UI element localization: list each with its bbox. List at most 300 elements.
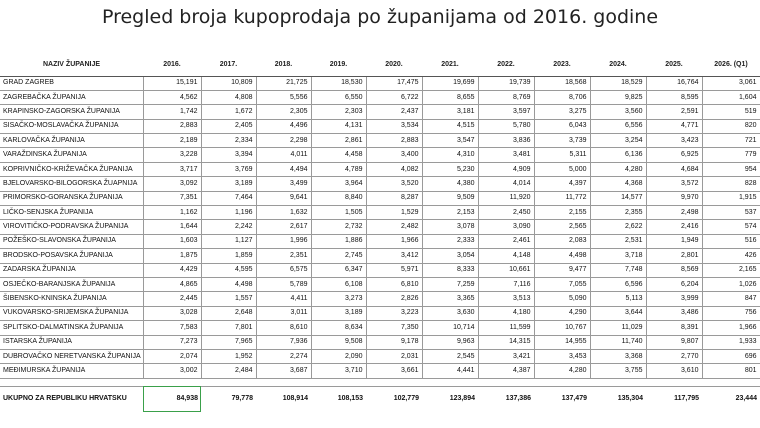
value-cell: 2,165 (702, 263, 760, 277)
value-cell: 6,108 (311, 277, 366, 291)
value-cell: 5,789 (256, 277, 311, 291)
value-cell: 7,936 (256, 335, 311, 349)
total-value-cell: 123,894 (422, 386, 478, 412)
value-cell: 4,458 (311, 148, 366, 162)
value-cell: 3,520 (366, 177, 422, 191)
value-cell: 3,534 (366, 119, 422, 133)
value-cell: 3,547 (422, 134, 478, 148)
value-cell: 2,189 (143, 134, 201, 148)
value-cell: 3,273 (311, 292, 366, 306)
value-cell: 1,966 (366, 234, 422, 248)
value-cell: 4,684 (646, 162, 702, 176)
table-row (0, 76, 760, 90)
value-cell: 14,955 (534, 335, 590, 349)
value-cell: 2,461 (478, 234, 534, 248)
header-year: 2017. (201, 55, 256, 76)
county-name-cell: VARAŽDINSKA ŽUPANIJA (0, 148, 143, 162)
header-county-name: NAZIV ŽUPANIJE (0, 55, 143, 76)
separator-row (0, 378, 760, 386)
value-cell: 3,400 (366, 148, 422, 162)
county-name-cell: LIČKO-SENJSKA ŽUPANIJA (0, 206, 143, 220)
value-cell: 11,599 (478, 321, 534, 335)
value-cell: 3,739 (534, 134, 590, 148)
value-cell: 7,464 (201, 191, 256, 205)
value-cell: 4,387 (478, 364, 534, 378)
value-cell: 2,591 (646, 105, 702, 119)
value-cell: 426 (702, 249, 760, 263)
county-name-cell: MEĐIMURSKA ŽUPANIJA (0, 364, 143, 378)
value-cell: 1,557 (201, 292, 256, 306)
value-cell: 6,596 (590, 277, 646, 291)
value-cell: 2,445 (143, 292, 201, 306)
value-cell: 4,131 (311, 119, 366, 133)
value-cell: 1,162 (143, 206, 201, 220)
value-cell: 1,915 (702, 191, 760, 205)
value-cell: 1,644 (143, 220, 201, 234)
value-cell: 2,031 (366, 349, 422, 363)
table-row (0, 277, 760, 291)
value-cell: 3,630 (422, 306, 478, 320)
value-cell: 5,090 (534, 292, 590, 306)
value-cell: 696 (702, 349, 760, 363)
value-cell: 10,714 (422, 321, 478, 335)
value-cell: 847 (702, 292, 760, 306)
value-cell: 1,127 (201, 234, 256, 248)
value-cell: 5,311 (534, 148, 590, 162)
value-cell: 9,970 (646, 191, 702, 205)
value-cell: 3,481 (478, 148, 534, 162)
value-cell: 3,228 (143, 148, 201, 162)
value-cell: 3,661 (366, 364, 422, 378)
value-cell: 7,965 (201, 335, 256, 349)
value-cell: 3,710 (311, 364, 366, 378)
table-row (0, 134, 760, 148)
value-cell: 2,450 (478, 206, 534, 220)
value-cell: 3,054 (422, 249, 478, 263)
value-cell: 9,825 (590, 90, 646, 104)
separator-cell (478, 378, 534, 386)
table-row (0, 177, 760, 191)
value-cell: 3,644 (590, 306, 646, 320)
value-cell: 18,530 (311, 76, 366, 90)
value-cell: 3,394 (201, 148, 256, 162)
value-cell: 3,078 (422, 220, 478, 234)
value-cell: 3,572 (646, 177, 702, 191)
value-cell: 3,275 (534, 105, 590, 119)
value-cell: 1,952 (201, 349, 256, 363)
value-cell: 2,437 (366, 105, 422, 119)
total-value-cell: 137,386 (478, 386, 534, 412)
value-cell: 2,242 (201, 220, 256, 234)
value-cell: 15,191 (143, 76, 201, 90)
value-cell: 18,529 (590, 76, 646, 90)
value-cell: 4,290 (534, 306, 590, 320)
value-cell: 2,083 (534, 234, 590, 248)
table-row (0, 364, 760, 378)
value-cell: 8,610 (256, 321, 311, 335)
table-row (0, 206, 760, 220)
value-cell: 10,661 (478, 263, 534, 277)
value-cell: 6,043 (534, 119, 590, 133)
value-cell: 3,421 (478, 349, 534, 363)
value-cell: 2,298 (256, 134, 311, 148)
value-cell: 4,280 (534, 364, 590, 378)
value-cell: 3,718 (590, 249, 646, 263)
value-cell: 9,641 (256, 191, 311, 205)
value-cell: 6,556 (590, 119, 646, 133)
value-cell: 16,764 (646, 76, 702, 90)
value-cell: 4,429 (143, 263, 201, 277)
value-cell: 8,634 (311, 321, 366, 335)
value-cell: 7,259 (422, 277, 478, 291)
value-cell: 4,397 (534, 177, 590, 191)
value-cell: 4,180 (478, 306, 534, 320)
value-cell: 4,082 (366, 162, 422, 176)
value-cell: 2,648 (201, 306, 256, 320)
table-row (0, 119, 760, 133)
value-cell: 4,014 (478, 177, 534, 191)
value-cell: 14,315 (478, 335, 534, 349)
value-cell: 3,999 (646, 292, 702, 306)
value-cell: 7,055 (534, 277, 590, 291)
value-cell: 10,809 (201, 76, 256, 90)
value-cell: 2,883 (366, 134, 422, 148)
value-cell: 8,706 (534, 90, 590, 104)
table-row (0, 292, 760, 306)
value-cell: 3,717 (143, 162, 201, 176)
total-value-cell: 137,479 (534, 386, 590, 412)
value-cell: 6,575 (256, 263, 311, 277)
value-cell: 8,287 (366, 191, 422, 205)
separator-cell (256, 378, 311, 386)
value-cell: 2,153 (422, 206, 478, 220)
total-value-cell: 108,914 (256, 386, 311, 412)
value-cell: 519 (702, 105, 760, 119)
value-cell: 4,562 (143, 90, 201, 104)
value-cell: 3,513 (478, 292, 534, 306)
value-cell: 4,494 (256, 162, 311, 176)
value-cell: 1,026 (702, 277, 760, 291)
value-cell: 2,416 (646, 220, 702, 234)
value-cell: 17,475 (366, 76, 422, 90)
total-value-cell: 84,938 (143, 386, 201, 412)
value-cell: 574 (702, 220, 760, 234)
value-cell: 2,155 (534, 206, 590, 220)
table-row (0, 335, 760, 349)
county-name-cell: OSJEČKO-BARANJSKA ŽUPANIJA (0, 277, 143, 291)
value-cell: 4,380 (422, 177, 478, 191)
header-year: 2026. (Q1) (702, 55, 760, 76)
value-cell: 11,920 (478, 191, 534, 205)
value-cell: 3,453 (534, 349, 590, 363)
value-cell: 2,074 (143, 349, 201, 363)
value-cell: 3,090 (478, 220, 534, 234)
total-value-cell: 135,304 (590, 386, 646, 412)
value-cell: 1,886 (311, 234, 366, 248)
separator-cell (422, 378, 478, 386)
value-cell: 4,865 (143, 277, 201, 291)
header-year: 2018. (256, 55, 311, 76)
value-cell: 2,405 (201, 119, 256, 133)
value-cell: 2,303 (311, 105, 366, 119)
value-cell: 4,515 (422, 119, 478, 133)
county-name-cell: VUKOVARSKO-SRIJEMSKA ŽUPANIJA (0, 306, 143, 320)
value-cell: 7,273 (143, 335, 201, 349)
sales-table-container (0, 55, 760, 412)
separator-cell (702, 378, 760, 386)
value-cell: 2,732 (311, 220, 366, 234)
value-cell: 3,412 (366, 249, 422, 263)
value-cell: 3,836 (478, 134, 534, 148)
value-cell: 2,617 (256, 220, 311, 234)
value-cell: 4,148 (478, 249, 534, 263)
value-cell: 5,230 (422, 162, 478, 176)
separator-cell (646, 378, 702, 386)
value-cell: 2,482 (366, 220, 422, 234)
value-cell: 4,411 (256, 292, 311, 306)
value-cell: 1,875 (143, 249, 201, 263)
county-name-cell: SISAČKO-MOSLAVAČKA ŽUPANIJA (0, 119, 143, 133)
total-row (0, 386, 760, 412)
value-cell: 3,755 (590, 364, 646, 378)
value-cell: 3,223 (366, 306, 422, 320)
value-cell: 1,966 (702, 321, 760, 335)
value-cell: 4,280 (590, 162, 646, 176)
value-cell: 8,595 (646, 90, 702, 104)
value-cell: 7,583 (143, 321, 201, 335)
value-cell: 828 (702, 177, 760, 191)
value-cell: 2,484 (201, 364, 256, 378)
county-name-cell: DUBROVAČKO NERETVANSKA ŽUPANIJA (0, 349, 143, 363)
value-cell: 2,883 (143, 119, 201, 133)
table-row (0, 90, 760, 104)
value-cell: 3,092 (143, 177, 201, 191)
value-cell: 8,769 (478, 90, 534, 104)
value-cell: 7,350 (366, 321, 422, 335)
value-cell: 8,655 (422, 90, 478, 104)
value-cell: 6,347 (311, 263, 366, 277)
value-cell: 537 (702, 206, 760, 220)
table-body (0, 76, 760, 412)
value-cell: 11,029 (590, 321, 646, 335)
value-cell: 3,610 (646, 364, 702, 378)
value-cell: 4,909 (478, 162, 534, 176)
value-cell: 4,310 (422, 148, 478, 162)
table-row (0, 234, 760, 248)
value-cell: 4,808 (201, 90, 256, 104)
value-cell: 2,861 (311, 134, 366, 148)
separator-cell (366, 378, 422, 386)
value-cell: 7,351 (143, 191, 201, 205)
value-cell: 1,604 (702, 90, 760, 104)
county-name-cell: ŠIBENSKO-KNINSKA ŽUPANIJA (0, 292, 143, 306)
value-cell: 6,722 (366, 90, 422, 104)
value-cell: 756 (702, 306, 760, 320)
total-value-cell: 79,778 (201, 386, 256, 412)
table-row (0, 105, 760, 119)
total-value-cell: 108,153 (311, 386, 366, 412)
county-name-cell: ZADARSKA ŽUPANIJA (0, 263, 143, 277)
separator-cell (311, 378, 366, 386)
value-cell: 2,531 (590, 234, 646, 248)
value-cell: 3,368 (590, 349, 646, 363)
value-cell: 10,767 (534, 321, 590, 335)
value-cell: 2,622 (590, 220, 646, 234)
value-cell: 2,274 (256, 349, 311, 363)
county-name-cell: KOPRIVNIČKO-KRIŽEVAČKA ŽUPANIJA (0, 162, 143, 176)
value-cell: 7,801 (201, 321, 256, 335)
value-cell: 2,090 (311, 349, 366, 363)
value-cell: 9,178 (366, 335, 422, 349)
table-row (0, 220, 760, 234)
table-row (0, 162, 760, 176)
value-cell: 2,545 (422, 349, 478, 363)
value-cell: 7,748 (590, 263, 646, 277)
value-cell: 1,529 (366, 206, 422, 220)
value-cell: 5,556 (256, 90, 311, 104)
county-name-cell: ZAGREBAČKA ŽUPANIJA (0, 90, 143, 104)
value-cell: 11,772 (534, 191, 590, 205)
value-cell: 3,560 (590, 105, 646, 119)
value-cell: 954 (702, 162, 760, 176)
value-cell: 3,002 (143, 364, 201, 378)
table-row (0, 148, 760, 162)
header-year: 2019. (311, 55, 366, 76)
value-cell: 3,254 (590, 134, 646, 148)
total-label: UKUPNO ZA REPUBLIKU HRVATSKU (0, 386, 143, 412)
sales-table (0, 55, 760, 412)
value-cell: 1,632 (256, 206, 311, 220)
value-cell: 4,498 (534, 249, 590, 263)
table-row (0, 321, 760, 335)
separator-cell (0, 378, 143, 386)
value-cell: 5,780 (478, 119, 534, 133)
county-name-cell: KARLOVAČKA ŽUPANIJA (0, 134, 143, 148)
value-cell: 3,189 (311, 306, 366, 320)
separator-cell (590, 378, 646, 386)
value-cell: 1,996 (256, 234, 311, 248)
value-cell: 3,964 (311, 177, 366, 191)
value-cell: 6,550 (311, 90, 366, 104)
value-cell: 8,569 (646, 263, 702, 277)
value-cell: 3,061 (702, 76, 760, 90)
value-cell: 6,810 (366, 277, 422, 291)
value-cell: 1,603 (143, 234, 201, 248)
value-cell: 9,807 (646, 335, 702, 349)
value-cell: 5,113 (590, 292, 646, 306)
value-cell: 1,505 (311, 206, 366, 220)
header-year: 2024. (590, 55, 646, 76)
value-cell: 4,498 (201, 277, 256, 291)
value-cell: 8,391 (646, 321, 702, 335)
page-title: Pregled broja kupoprodaja po županijama od 2016. godine (101, 6, 659, 28)
value-cell: 721 (702, 134, 760, 148)
value-cell: 3,365 (422, 292, 478, 306)
value-cell: 2,826 (366, 292, 422, 306)
county-name-cell: PRIMORSKO-GORANSKA ŽUPANIJA (0, 191, 143, 205)
value-cell: 9,509 (422, 191, 478, 205)
table-row (0, 349, 760, 363)
separator-cell (201, 378, 256, 386)
header-year: 2021. (422, 55, 478, 76)
value-cell: 4,789 (311, 162, 366, 176)
value-cell: 4,441 (422, 364, 478, 378)
value-cell: 4,771 (646, 119, 702, 133)
total-value-cell: 23,444 (702, 386, 760, 412)
value-cell: 801 (702, 364, 760, 378)
value-cell: 1,742 (143, 105, 201, 119)
table-row (0, 249, 760, 263)
value-cell: 7,116 (478, 277, 534, 291)
value-cell: 6,136 (590, 148, 646, 162)
value-cell: 4,368 (590, 177, 646, 191)
value-cell: 3,423 (646, 134, 702, 148)
header-year: 2025. (646, 55, 702, 76)
value-cell: 2,334 (201, 134, 256, 148)
total-value-cell: 117,795 (646, 386, 702, 412)
value-cell: 3,486 (646, 306, 702, 320)
county-name-cell: POŽEŠKO-SLAVONSKA ŽUPANIJA (0, 234, 143, 248)
value-cell: 2,333 (422, 234, 478, 248)
value-cell: 19,699 (422, 76, 478, 90)
value-cell: 1,933 (702, 335, 760, 349)
header-year: 2022. (478, 55, 534, 76)
value-cell: 5,971 (366, 263, 422, 277)
county-name-cell: VIROVITIČKO-PODRAVSKA ŽUPANIJA (0, 220, 143, 234)
value-cell: 2,498 (646, 206, 702, 220)
value-cell: 8,840 (311, 191, 366, 205)
value-cell: 4,011 (256, 148, 311, 162)
value-cell: 2,305 (256, 105, 311, 119)
value-cell: 3,181 (422, 105, 478, 119)
value-cell: 4,496 (256, 119, 311, 133)
value-cell: 820 (702, 119, 760, 133)
value-cell: 3,597 (478, 105, 534, 119)
value-cell: 2,351 (256, 249, 311, 263)
value-cell: 9,477 (534, 263, 590, 277)
county-name-cell: SPLITSKO-DALMATINSKA ŽUPANIJA (0, 321, 143, 335)
value-cell: 5,000 (534, 162, 590, 176)
separator-cell (534, 378, 590, 386)
value-cell: 2,801 (646, 249, 702, 263)
value-cell: 9,963 (422, 335, 478, 349)
value-cell: 4,595 (201, 263, 256, 277)
header-year: 2016. (143, 55, 201, 76)
header-year: 2023. (534, 55, 590, 76)
table-row (0, 191, 760, 205)
value-cell: 6,925 (646, 148, 702, 162)
value-cell: 1,949 (646, 234, 702, 248)
value-cell: 2,745 (311, 249, 366, 263)
table-row (0, 306, 760, 320)
value-cell: 3,499 (256, 177, 311, 191)
county-name-cell: ISTARSKA ŽUPANIJA (0, 335, 143, 349)
county-name-cell: GRAD ZAGREB (0, 76, 143, 90)
value-cell: 6,204 (646, 277, 702, 291)
value-cell: 3,189 (201, 177, 256, 191)
county-name-cell: KRAPINSKO-ZAGORSKA ŽUPANIJA (0, 105, 143, 119)
value-cell: 19,739 (478, 76, 534, 90)
value-cell: 21,725 (256, 76, 311, 90)
total-value-cell: 102,779 (366, 386, 422, 412)
value-cell: 1,672 (201, 105, 256, 119)
value-cell: 8,333 (422, 263, 478, 277)
table-row (0, 263, 760, 277)
county-name-cell: BRODSKO-POSAVSKA ŽUPANIJA (0, 249, 143, 263)
county-name-cell: BJELOVARSKO-BILOGORSKA ŽUAPNIJA (0, 177, 143, 191)
value-cell: 1,196 (201, 206, 256, 220)
value-cell: 18,568 (534, 76, 590, 90)
